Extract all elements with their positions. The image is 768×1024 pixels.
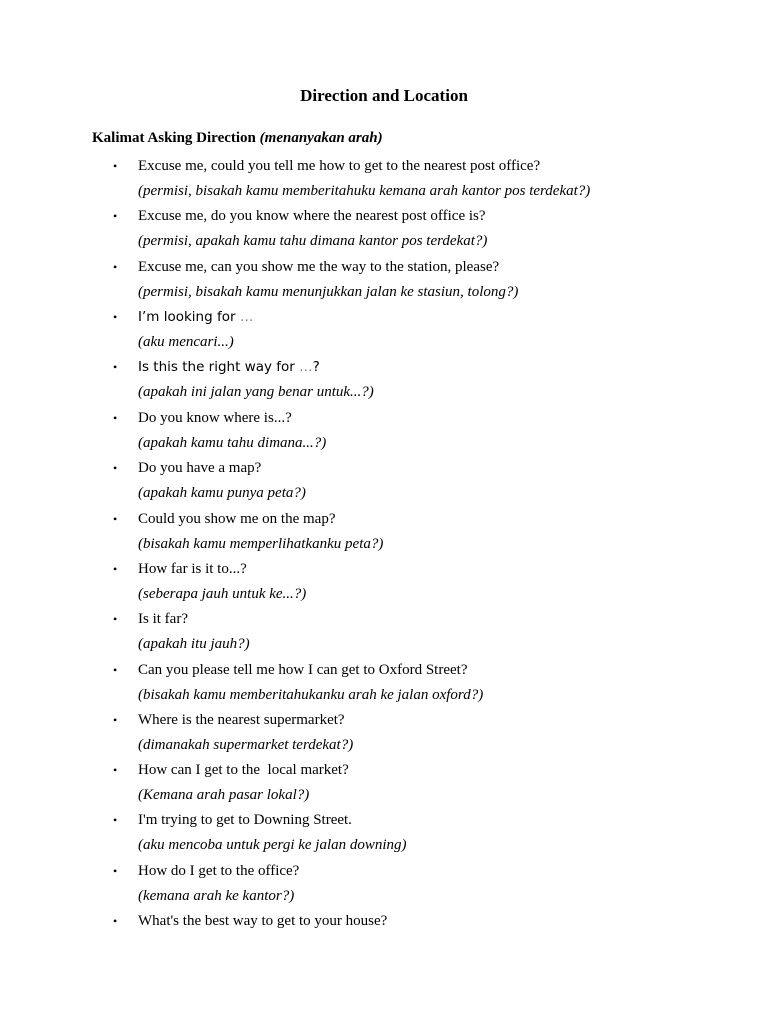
bullet-icon: • <box>113 310 118 324</box>
bullet-icon: • <box>113 159 118 173</box>
page-title: Direction and Location <box>300 86 468 105</box>
english-phrase: What's the best way to get to your house? <box>138 913 388 929</box>
bullet-icon: • <box>113 512 118 526</box>
phrase-end: ? <box>312 359 320 375</box>
ellipsis: … <box>239 309 254 325</box>
english-phrase: Where is the nearest supermarket? <box>138 712 345 728</box>
indonesian-translation: (apakah itu jauh?) <box>138 636 250 652</box>
bullet-icon: • <box>113 914 118 928</box>
bullet-icon: • <box>113 461 118 475</box>
indonesian-translation: (permisi, apakah kamu tahu dimana kantor pos terdekat?) <box>138 233 488 249</box>
bullet-icon: • <box>113 663 118 677</box>
english-phrase: How can I get to the local market? <box>138 762 349 778</box>
english-phrase: Do you know where is...? <box>138 410 292 426</box>
bullet-icon: • <box>113 612 118 626</box>
english-phrase: Excuse me, do you know where the nearest post office is? <box>138 208 486 224</box>
indonesian-translation: (permisi, bisakah kamu menunjukkan jalan ke stasiun, tolong?) <box>138 284 519 300</box>
bullet-icon: • <box>113 360 118 374</box>
english-phrase: Do you have a map? <box>138 460 262 476</box>
bullet-icon: • <box>113 763 118 777</box>
bullet-icon: • <box>113 864 118 878</box>
english-phrase: Excuse me, can you show me the way to the station, please? <box>138 259 500 275</box>
indonesian-translation: (seberapa jauh untuk ke...?) <box>138 586 307 602</box>
indonesian-translation: (apakah kamu tahu dimana...?) <box>138 435 327 451</box>
section-heading-text: Kalimat Asking Direction <box>92 130 256 146</box>
english-phrase: I'm trying to get to Downing Street. <box>138 812 352 828</box>
bullet-icon: • <box>113 562 118 576</box>
indonesian-translation: (bisakah kamu memperlihatkanku peta?) <box>138 536 384 552</box>
english-phrase: Can you please tell me how I can get to Oxford Street? <box>138 662 468 678</box>
indonesian-translation: (bisakah kamu memberitahukanku arah ke jalan oxford?) <box>138 687 484 703</box>
english-phrase: Is it far? <box>138 611 188 627</box>
indonesian-translation: (permisi, bisakah kamu memberitahuku kemana arah kantor pos terdekat?) <box>138 183 591 199</box>
english-phrase <box>138 307 253 327</box>
indonesian-translation: (dimanakah supermarket terdekat?) <box>138 737 354 753</box>
bullet-icon: • <box>113 260 118 274</box>
bullet-icon: • <box>113 411 118 425</box>
indonesian-translation: (Kemana arah pasar lokal?) <box>138 787 310 803</box>
phrase-text: Is this the right way for <box>138 359 300 375</box>
indonesian-translation: (aku mencoba untuk pergi ke jalan downing) <box>138 837 407 853</box>
indonesian-translation: (apakah ini jalan yang benar untuk...?) <box>138 384 374 400</box>
phrase-text: I’m looking for <box>138 309 240 325</box>
bullet-icon: • <box>113 813 118 827</box>
indonesian-translation: (kemana arah ke kantor?) <box>138 888 295 904</box>
bullet-icon: • <box>113 209 118 223</box>
section-heading-translation: (menanyakan arah) <box>259 130 383 146</box>
english-phrase: How do I get to the office? <box>138 863 300 879</box>
indonesian-translation: (aku mencari...) <box>138 334 234 350</box>
english-phrase: Could you show me on the map? <box>138 511 336 527</box>
bullet-icon: • <box>113 713 118 727</box>
english-phrase: How far is it to...? <box>138 561 247 577</box>
indonesian-translation: (apakah kamu punya peta?) <box>138 485 306 501</box>
ellipsis: … <box>299 359 313 375</box>
english-phrase <box>138 357 320 377</box>
english-phrase: Excuse me, could you tell me how to get to the nearest post office? <box>138 158 541 174</box>
